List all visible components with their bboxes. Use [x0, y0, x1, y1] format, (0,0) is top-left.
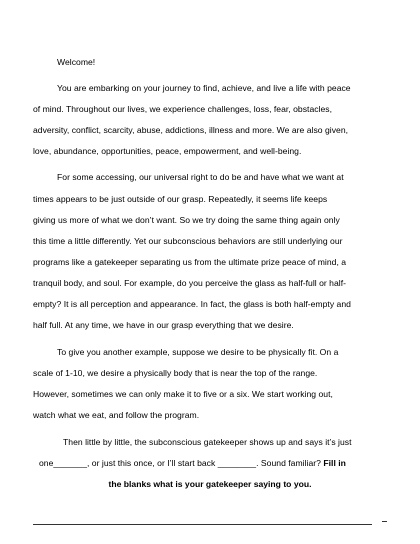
text-line: However, sometimes we can only make it to five or a six. We start working out, — [33, 389, 333, 399]
text-line: giving us more of what we don’t want. So we try doing the same thing again only — [33, 215, 340, 225]
footer-rule — [33, 524, 372, 525]
footer-dash — [382, 521, 387, 522]
text-line: adversity, conflict, scarcity, abuse, addictions, illness and more. We are also given, — [33, 125, 349, 135]
text-line: of mind. Throughout our lives, we experience challenges, loss, fear, obstacles, — [33, 104, 333, 114]
text-line: love, abundance, opportunities, peace, empowerment, and well-being. — [33, 146, 302, 156]
text-line: half full. At any time, we have in our grasp everything that we desire. — [33, 320, 294, 330]
text-line: empty? It is all perception and appearance. In fact, the glass is both half-empty and — [33, 299, 351, 309]
greeting: Welcome! — [57, 57, 96, 67]
text-line: watch what we eat, and follow the program. — [33, 410, 200, 420]
text-line-regular: one_______, or just this once, or I’ll start back ________. Sound familiar? — [39, 458, 321, 468]
text-line: Then little by little, the subconscious gatekeeper shows up and says it’s just — [63, 437, 352, 447]
text-line: programs like a gatekeeper separating us from the ultimate prize peace of mind, a — [33, 257, 347, 267]
text-line-bold: Fill in — [323, 458, 346, 468]
text-line: You are embarking on your journey to find, achieve, and live a life with peace — [57, 83, 351, 93]
text-line: times appears to be just outside of our grasp. Repeatedly, it seems life keeps — [33, 194, 328, 204]
closing-bold-line: the blanks what is your gatekeeper saying to you. — [108, 479, 312, 489]
text-line: scale of 1-10, we desire a physically body that is near the top of the range. — [33, 368, 318, 378]
text-line: For some accessing, our universal right to do be and have what we want at — [57, 172, 344, 182]
text-line: this time a little differently. Yet our subconscious behaviors are still underlying our — [33, 236, 343, 246]
text-line-with-blanks — [39, 457, 346, 469]
text-line: tranquil body, and soul. For example, do you perceive the glass as half-full or half- — [33, 278, 346, 288]
text-line: To give you another example, suppose we desire to be physically fit. On a — [57, 347, 339, 357]
